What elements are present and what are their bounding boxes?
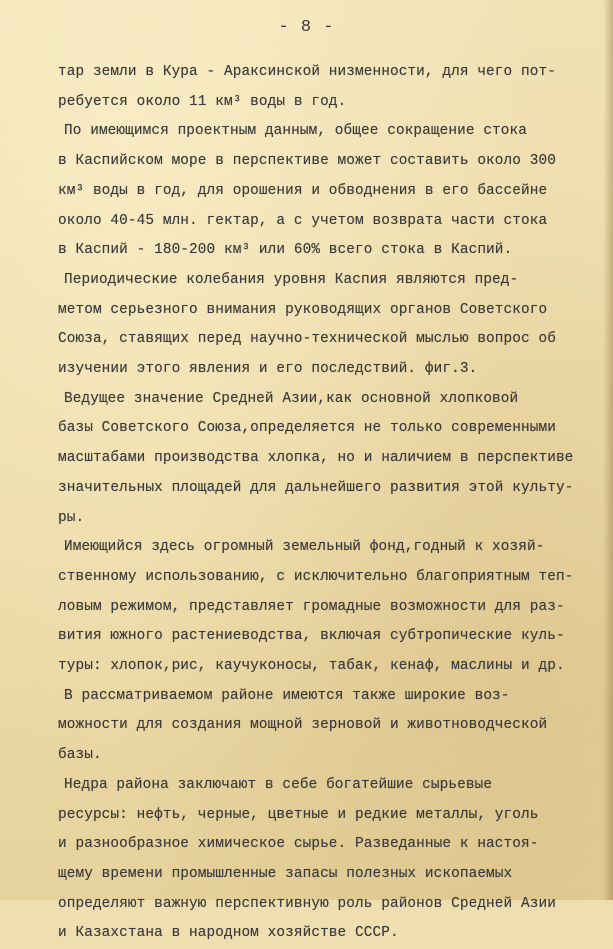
text-line: можности для создания мощной зерновой и животноводческой xyxy=(58,717,548,734)
page-edge-shadow xyxy=(603,0,613,900)
text-line: изучении этого явления и его последствий. фиг.3. xyxy=(58,361,478,378)
text-line: щему времени промышленные запасы полезных ископаемых xyxy=(58,865,513,882)
text-line: и разнообразное химическое сырье. Разведанные к настоя- xyxy=(58,836,539,853)
text-line: ственному использованию, с исключительно благоприятным теп- xyxy=(58,568,574,585)
text-line: тар земли в Кура - Араксинской низменности, для чего пот- xyxy=(58,64,556,80)
text-line: Ведущее значение Средней Азии,как основной хлопковой xyxy=(64,390,519,407)
text-line: вития южного растениеводства, включая субтропические куль- xyxy=(58,628,565,645)
body-text xyxy=(58,58,598,949)
text-line: Имеющийся здесь огромный земельный фонд,годный к хозяй- xyxy=(64,539,545,556)
text-line: Недра района заключают в себе богатейшие сырьевые xyxy=(64,776,493,793)
text-line: В рассматриваемом районе имеются также широкие воз- xyxy=(64,687,510,704)
text-line: в Каспийском море в перспективе может составить около 300 xyxy=(58,153,556,170)
text-line: км³ воды в год, для орошения и обводнения в его бассейне xyxy=(58,182,548,199)
text-line: По имеющимся проектным данным, общее сокращение стока xyxy=(64,123,527,140)
text-line: туры: хлопок,рис, каучуконосы, табак, кенаф, маслины и др. xyxy=(58,658,565,675)
text-line: значительных площадей для дальнейшего развития этой культу- xyxy=(58,479,574,496)
text-line: метом серьезного внимания руководящих органов Советского xyxy=(58,301,548,318)
text-line: базы. xyxy=(58,747,102,764)
text-line: базы Советского Союза,определяется не только современными xyxy=(58,420,556,437)
text-line: масштабами производства хлопка, но и наличием в перспективе xyxy=(58,450,574,467)
text-line: Периодические колебания уровня Каспия являются пред- xyxy=(64,271,519,288)
text-line: и Казахстана в народном хозяйстве СССР. xyxy=(58,925,399,942)
text-line: ребуется около 11 км³ воды в год. xyxy=(58,93,347,110)
text-line: около 40-45 млн. гектар, а с учетом возврата части стока xyxy=(58,212,548,229)
page-number: - 8 - xyxy=(278,18,335,37)
text-line: определяют важную перспективную роль районов Средней Азии xyxy=(58,895,556,912)
text-line: в Каспий - 180-200 км³ или 60% всего стока в Каспий. xyxy=(58,242,513,259)
text-line: ры. xyxy=(58,509,85,526)
text-line: ловым режимом, представляет громадные возможности для раз- xyxy=(58,598,565,615)
text-line: ресурсы: нефть, черные, цветные и редкие металлы, уголь xyxy=(58,806,539,823)
text-line: Союза, ставящих перед научно-технической мыслью вопрос об xyxy=(58,331,556,348)
